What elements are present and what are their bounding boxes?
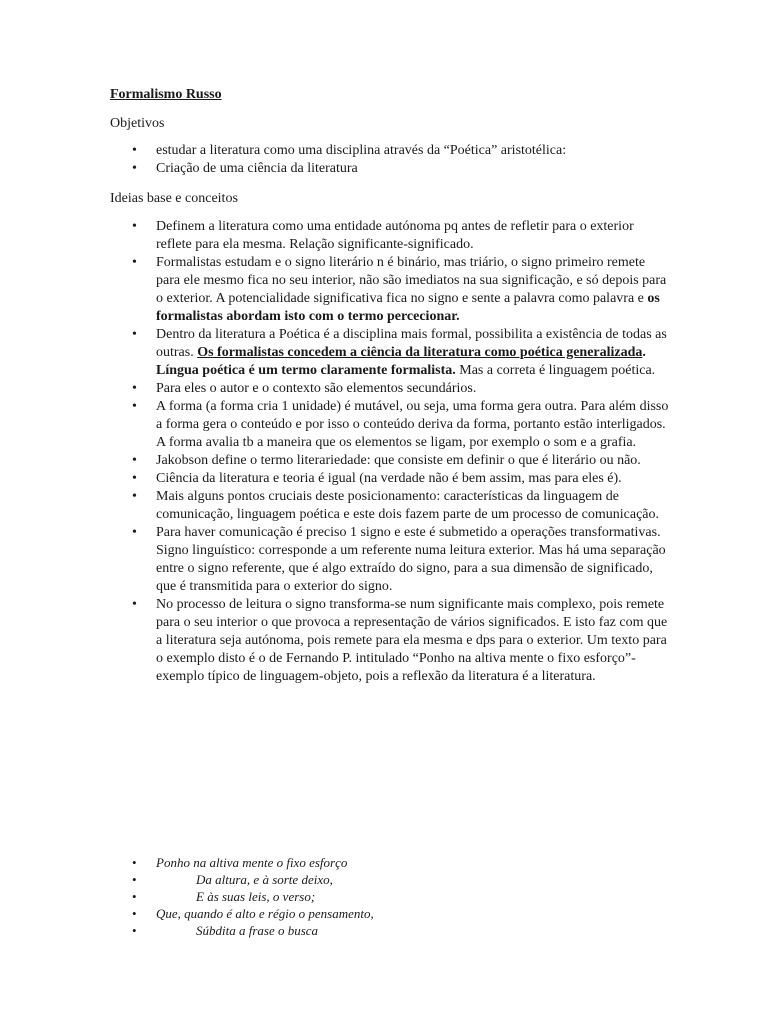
item-text: Mas a correta é linguagem poética. — [455, 363, 656, 378]
section-heading-objetivos: Objetivos — [110, 116, 165, 131]
list-item: • Criação de uma ciência da literatura — [110, 160, 670, 178]
poem-line-text: E às suas leis, o verso; — [196, 889, 316, 904]
objetivos-list — [110, 142, 670, 178]
list-item: • Definem a literatura como uma entidade autónoma pq antes de refletir para o exterior reflete para ela mesma. Relação significante-significado. — [110, 218, 670, 254]
list-item: • Ciência da literatura e teoria é igual (na verdade não é bem assim, mas para eles é). — [110, 470, 670, 488]
item-text: Formalistas estudam e o signo literário n é binário, mas triário, o signo primeiro remete para ele mesmo fica no seu interior, não são imediatos na sua significação, e só depois para o exterior. A potencialidade significativa fica no signo e sente a palavra como palavra e — [156, 255, 667, 306]
ideias-list — [110, 218, 670, 686]
list-item: • A forma (a forma cria 1 unidade) é mutável, ou seja, uma forma gera outra. Para além disso a forma gera o conteúdo e por isso o conteúdo deriva da forma, portanto estão interligados. A forma avalia tb a maneira que os elementos se ligam, por exemplo o som e a grafia. — [110, 398, 670, 452]
bold-text: os formalistas abordam isto com o termo percecionar. — [156, 291, 660, 324]
document-title: Formalismo Russo — [110, 87, 222, 102]
poem-line-text: Súbdita a frase o busca — [196, 923, 319, 938]
list-item: • Jakobson define o termo literariedade: que consiste em definir o que é literário ou não. — [110, 452, 670, 470]
poem-line-text: Da altura, e à sorte deixo, — [196, 872, 333, 887]
poem-list — [110, 854, 670, 939]
list-item: • No processo de leitura o signo transforma-se num significante mais complexo, pois remete para o seu interior o que provoca a representação de vários significados. E isto faz com que a literatura seja autónoma, pois remete para ela mesma e dps para o exterior. Um texto para o exemplo disto é o de Fernando P. intitulado “Ponho na altiva mente o fixo esforço”- exemplo típico de linguagem-objeto, pois a reflexão da literatura é a literatura. — [110, 596, 670, 686]
list-item — [110, 254, 670, 326]
bold-text: . Língua poética é um termo claramente formalista. — [156, 345, 646, 378]
poem-line — [110, 922, 670, 939]
poem-line: • Ponho na altiva mente o fixo esforço — [110, 854, 670, 871]
poem-line: • Que, quando é alto e régio o pensamento, — [110, 905, 670, 922]
list-item — [110, 326, 670, 380]
list-item: • estudar a literatura como uma disciplina através da “Poética” aristotélica: — [110, 142, 670, 160]
poem-line — [110, 888, 670, 905]
section-heading-ideias: Ideias base e conceitos — [110, 191, 238, 206]
list-item: • Mais alguns pontos cruciais deste posicionamento: características da linguagem de comunicação, linguagem poética e este dois fazem parte de um processo de comunicação. — [110, 488, 670, 524]
bold-underlined-text: Os formalistas concedem a ciência da literatura como poética generalizada — [197, 345, 643, 360]
list-item: • Para eles o autor e o contexto são elementos secundários. — [110, 380, 670, 398]
poem-line — [110, 871, 670, 888]
item-text: Dentro da literatura a Poética é a disciplina mais formal, possibilita a existência de todas as outras. — [156, 327, 667, 360]
list-item: • Para haver comunicação é preciso 1 signo e este é submetido a operações transformativas. Signo linguístico: corresponde a um referente numa leitura exterior. Mas há uma separação entre o signo referente, que é algo extraído do signo, para a sua dimensão de significado, que é transmitida para o exterior do signo. — [110, 524, 670, 596]
